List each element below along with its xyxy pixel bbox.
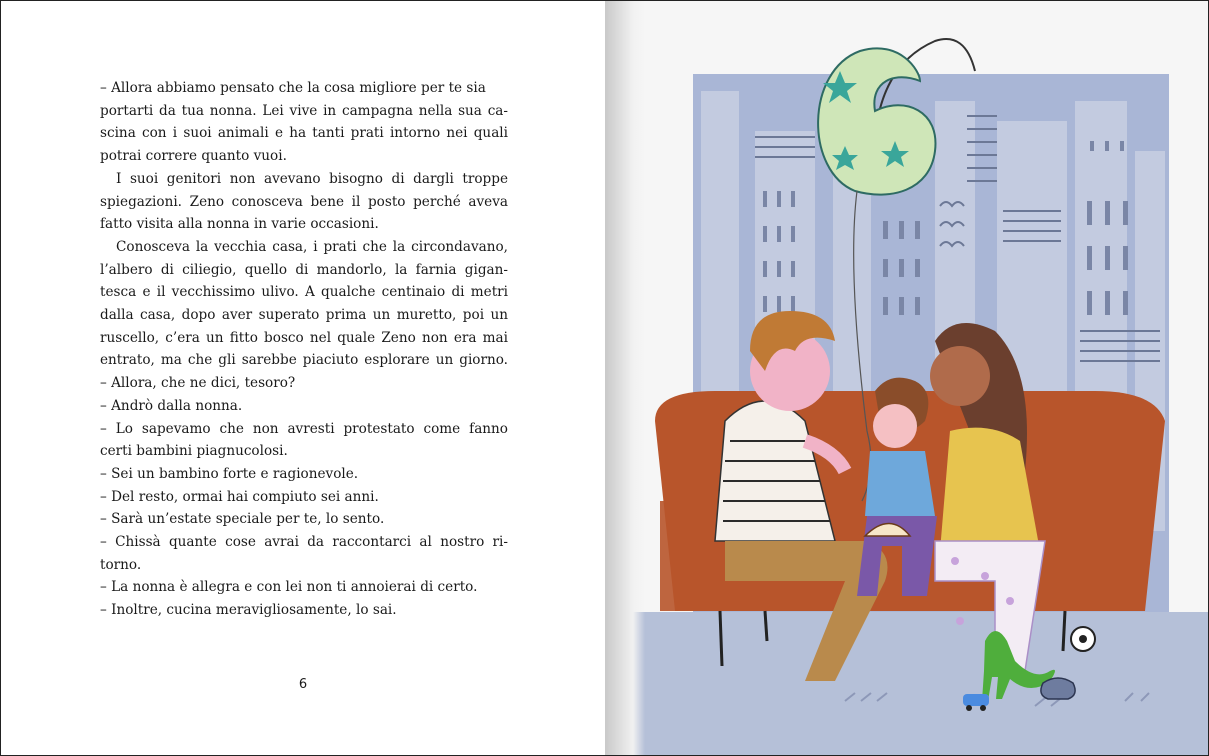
text-line: dalla casa, dopo aver superato prima un muretto, poi un [100, 307, 508, 324]
text-line: Conosceva la vecchia casa, i prati che la circondavano, [116, 238, 508, 255]
text-line: l’albero di ciliegio, quello di mandorlo, la farnia gigan- [100, 261, 508, 278]
balloon-number: 6 [863, 211, 864, 212]
toy-controller [1041, 678, 1075, 699]
text-line: – Lo sapevamo che non avresti protestato come fanno [100, 420, 508, 437]
text-line: – Chissà quante cose avrai da raccontarci al nostro ri- [100, 534, 508, 551]
right-page [605, 1, 1208, 755]
text-line: fatto visita alla nonna in varie occasioni. [100, 216, 379, 233]
text-line: I suoi genitori non avevano bisogno di dargli troppe [116, 170, 508, 187]
text-line: – Allora abbiamo pensato che la cosa migliore per te sia [100, 80, 486, 96]
text-line: – Andrò dalla nonna. [100, 397, 243, 414]
text-line: entrato, ma che gli sarebbe piaciuto esplorare un giorno. [100, 352, 508, 369]
story-text [100, 77, 508, 622]
text-line: portarti da tua nonna. Lei vive in campagna nella sua ca- [100, 102, 508, 119]
text-line: – Inoltre, cucina meravigliosamente, lo sai. [100, 602, 397, 619]
text-line: – La nonna è allegra e con lei non ti annoierai di certo. [100, 579, 478, 596]
text-line: ruscello, c’era un fitto bosco nel quale Zeno non era mai [100, 329, 508, 346]
toy-ball [1071, 627, 1095, 651]
family-illustration [605, 1, 1208, 755]
page-number: 6 [298, 677, 308, 692]
text-line: torno. [100, 556, 142, 573]
page-gutter-shadow [605, 1, 645, 755]
text-line: tesca e il vecchissimo ulivo. A qualche centinaio di metri [100, 284, 508, 301]
text-line: – Del resto, ormai hai compiuto sei anni. [100, 488, 379, 505]
text-line: potrai correre quanto vuoi. [100, 148, 287, 165]
text-line: – Sarà un’estate speciale per te, lo sento. [100, 511, 385, 528]
text-line: – Allora, che ne dici, tesoro? [100, 375, 296, 392]
text-line: certi bambini piagnucolosi. [100, 443, 288, 460]
left-page [1, 1, 605, 755]
text-line: spiegazioni. Zeno conosceva bene il posto perché aveva [100, 193, 508, 210]
text-line: scina con i suoi animali e ha tanti prati intorno nei quali [100, 125, 508, 142]
text-line: – Sei un bambino forte e ragionevole. [100, 465, 359, 482]
floor [605, 612, 1208, 755]
